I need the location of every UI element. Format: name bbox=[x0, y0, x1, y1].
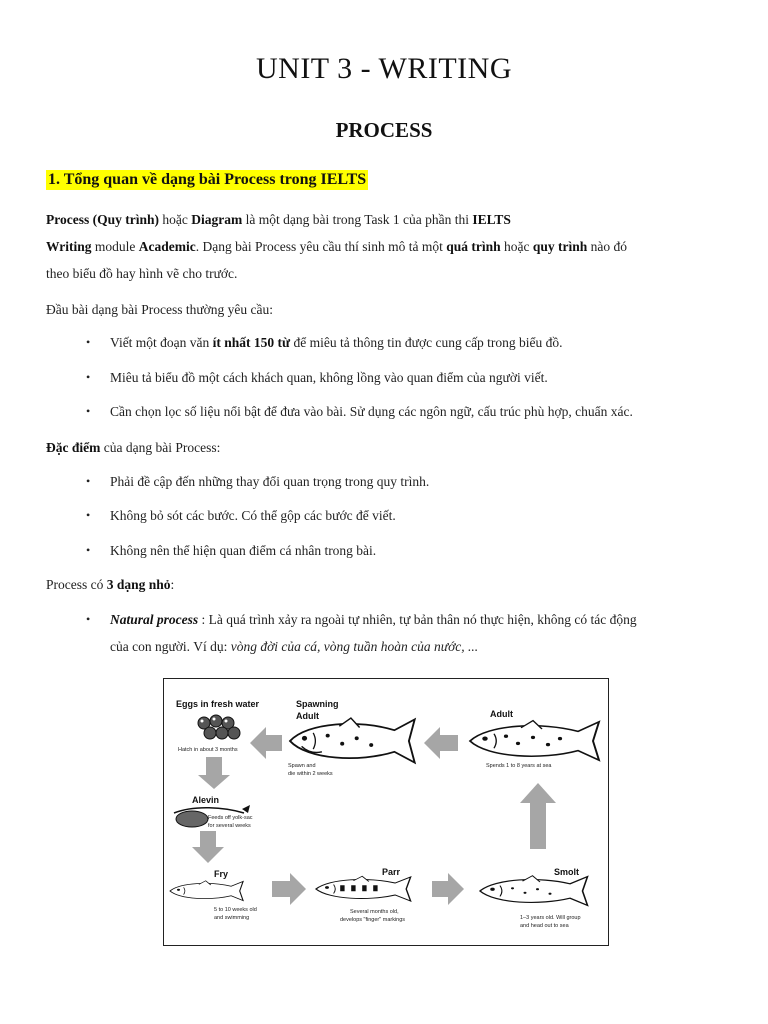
spawning-note-2: die within 2 weeks bbox=[288, 771, 333, 777]
bullet-icon: • bbox=[86, 508, 91, 522]
page-subtitle: PROCESS bbox=[335, 118, 433, 142]
intro-line-1: Process (Quy trình) hoặc Diagram là một dạng bài trong Task 1 của phần thi IELTS bbox=[46, 212, 511, 227]
eggs-note: Hatch in about 3 months bbox=[178, 747, 238, 753]
list-item: • Không nên thể hiện quan điểm cá nhân trong bài. bbox=[86, 537, 706, 564]
salmon-lifecycle-diagram bbox=[163, 678, 609, 946]
adult-label: Adult bbox=[490, 709, 513, 719]
list-item: • Natural process : Là quá trình xảy ra ngoài tự nhiên, tự bản thân nó thực hiện, không có tác động của con người. Ví dụ: vòng đời của cá, vòng tuần hoàn của nước, ... bbox=[86, 606, 706, 660]
list-item: • Viết một đoạn văn ít nhất 150 từ để miêu tả thông tin được cung cấp trong biểu đồ. bbox=[86, 329, 706, 356]
intro-line-3: theo biểu đồ hay hình vẽ cho trước. bbox=[46, 266, 238, 281]
adult-note: Spends 1 to 8 years at sea bbox=[486, 763, 552, 769]
smolt-label: Smolt bbox=[554, 867, 580, 877]
types-intro: Process có 3 dạng nhỏ: bbox=[46, 577, 175, 592]
alevin-note-1: Feeds off yolk-sac bbox=[208, 815, 253, 821]
spawning-label-1: Spawning bbox=[296, 699, 339, 709]
alevin-label: Alevin bbox=[192, 795, 220, 805]
parr-note-1: Several months old, bbox=[350, 909, 399, 915]
adult-fish-icon bbox=[470, 721, 599, 761]
arrow-up-icon bbox=[520, 783, 556, 849]
spawning-label-2: Adult bbox=[296, 711, 319, 721]
arrow-right-icon bbox=[432, 873, 464, 905]
parr-note-2: develops "finger" markings bbox=[340, 917, 406, 923]
arrow-down-icon bbox=[198, 757, 230, 789]
smolt-note-2: and head out to sea bbox=[520, 923, 569, 929]
bullet-icon: • bbox=[86, 404, 91, 418]
spawning-note-1: Spawn and bbox=[288, 763, 316, 769]
term-process: Process (Quy trình) bbox=[46, 212, 159, 227]
term-diagram: Diagram bbox=[191, 212, 243, 227]
intro-line-2: Writing module Academic. Dạng bài Process yêu cầu thí sinh mô tả một quá trình hoặc quy trình nào đó bbox=[46, 239, 628, 254]
page-title: UNIT 3 - WRITING bbox=[255, 52, 512, 85]
smolt-note-1: 1–3 years old. Will group bbox=[520, 915, 581, 921]
intro-paragraph bbox=[46, 206, 716, 287]
section-heading: 1. Tổng quan về dạng bài Process trong IELTS bbox=[48, 171, 367, 188]
fry-fish-icon bbox=[170, 881, 243, 901]
list-item: • Cần chọn lọc số liệu nổi bật để đưa vào bài. Sử dụng các ngôn ngữ, cấu trúc phù hợp, chuẩn xác. bbox=[86, 398, 706, 425]
smolt-fish-icon bbox=[480, 876, 588, 906]
bullet-icon: • bbox=[86, 474, 91, 488]
bullet-icon: • bbox=[86, 335, 91, 349]
spawning-fish-icon bbox=[290, 718, 415, 763]
parr-fish-icon bbox=[316, 876, 411, 901]
bullet-icon: • bbox=[86, 370, 91, 384]
alevin-note-2: for several weeks bbox=[208, 823, 251, 829]
features-intro: Đặc điểm của dạng bài Process: bbox=[46, 440, 221, 455]
arrow-left-icon bbox=[250, 727, 282, 759]
list-item: • Không bỏ sót các bước. Có thể gộp các bước để viết. bbox=[86, 502, 706, 529]
arrow-left-icon bbox=[424, 727, 458, 759]
fry-note-1: 5 to 10 weeks old bbox=[214, 907, 257, 913]
bullet-icon: • bbox=[86, 612, 91, 626]
fry-note-2: and swimming bbox=[214, 915, 250, 921]
list-item: • Phải đề cập đến những thay đổi quan trọng trong quy trình. bbox=[86, 468, 706, 495]
requirements-intro: Đầu bài dạng bài Process thường yêu cầu: bbox=[46, 302, 274, 317]
parr-label: Parr bbox=[382, 867, 401, 877]
bullet-icon: • bbox=[86, 543, 91, 557]
fry-label: Fry bbox=[214, 869, 229, 879]
eggs-icon bbox=[198, 715, 240, 739]
list-item: • Miêu tả biểu đồ một cách khách quan, không lồng vào quan điểm của người viết. bbox=[86, 364, 706, 391]
term-ielts: IELTS bbox=[472, 212, 511, 227]
eggs-label: Eggs in fresh water bbox=[176, 699, 260, 709]
arrow-right-icon bbox=[272, 873, 306, 905]
arrow-down-icon bbox=[192, 831, 224, 863]
